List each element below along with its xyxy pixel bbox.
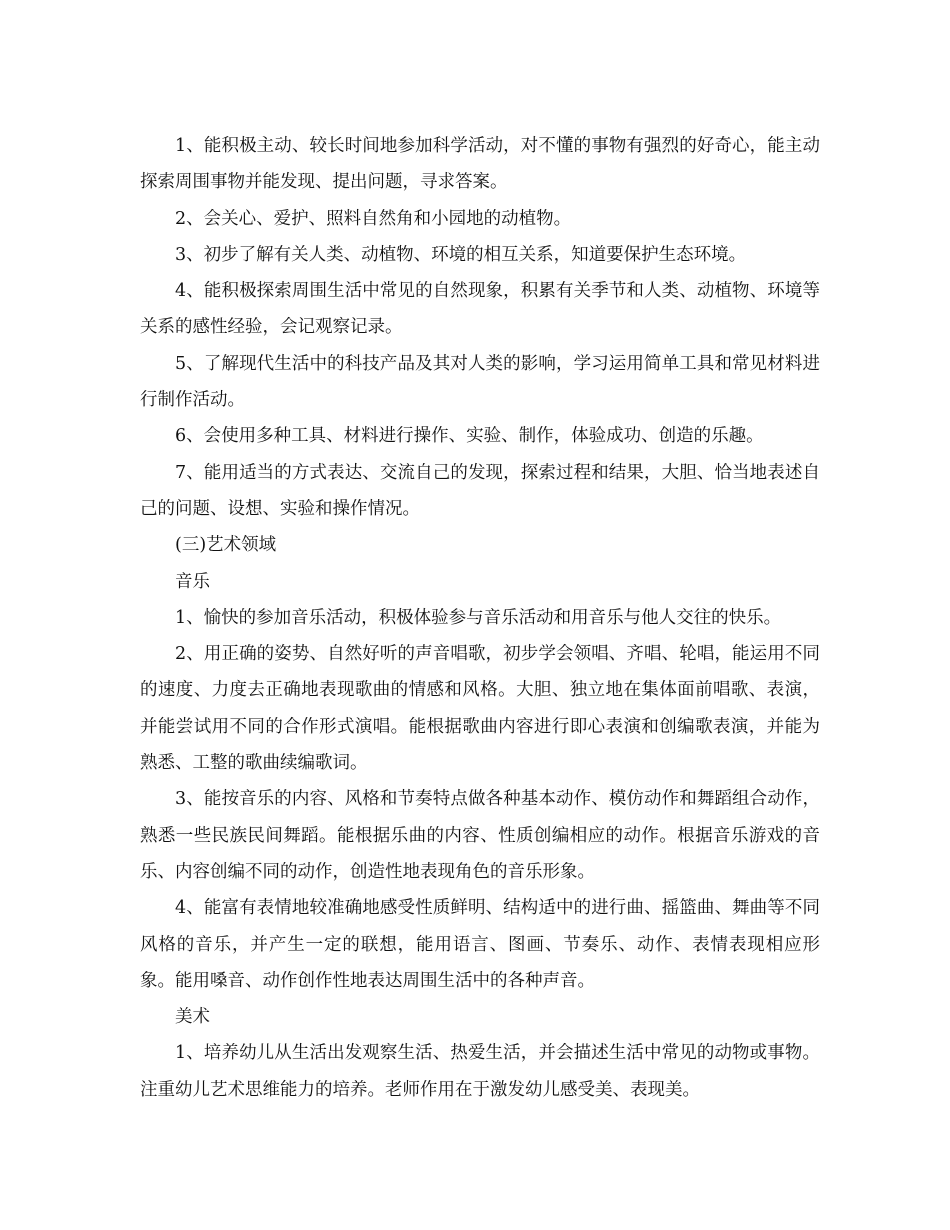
science-goal-3: 3、初步了解有关人类、动植物、环境的相互关系，知道要保护生态环境。 [175, 244, 747, 265]
science-goal-4: 4、能积极探索周围生活中常见的自然现象，积累有关季节和人类、动植物、环境等关系的感性经验，会记观察记录。 [140, 281, 820, 338]
music-goal-4: 4、能富有表情地较准确地感受性质鲜明、结构适中的进行曲、摇篮曲、舞曲等不同风格的音乐，并产生一定的联想，能用语言、图画、节奏乐、动作、表情表现相应形象。能用嗓音、动作创作性地表达周围生活中的各种声音。 [140, 898, 820, 991]
document-body [140, 128, 820, 1108]
science-goal-1: 1、能积极主动、较长时间地参加科学活动，对不懂的事物有强烈的好奇心，能主动探索周围事物并能发现、提出问题，寻求答案。 [140, 136, 820, 193]
science-goal-5: 5、了解现代生活中的科技产品及其对人类的影响，学习运用简单工具和常见材料进行制作活动。 [140, 353, 820, 411]
science-goal-7: 7、能用适当的方式表达、交流自己的发现，探索过程和结果，大胆、恰当地表述自己的问题、设想、实验和操作情况。 [140, 462, 820, 519]
music-goal-2: 2、用正确的姿势、自然好听的声音唱歌，初步学会领唱、齐唱、轮唱，能运用不同的速度、力度去正确地表现歌曲的情感和风格。大胆、独立地在集体面前唱歌、表演，并能尝试用不同的合作形式演唱。能根据歌曲内容进行即心表演和创编歌表演，并能为熟悉、工整的歌曲续编歌词。 [140, 644, 820, 774]
music-goal-3: 3、能按音乐的内容、风格和节奏特点做各种基本动作、模仿动作和舞蹈组合动作，熟悉一些民族民间舞蹈。能根据乐曲的内容、性质创编相应的动作。根据音乐游戏的音乐、内容创编不同的动作，创造性地表现角色的音乐形象。 [140, 789, 820, 882]
subheading-music: 音乐 [175, 571, 210, 592]
music-goal-1: 1、愉快的参加音乐活动，积极体验参与音乐活动和用音乐与他人交往的快乐。 [175, 607, 782, 628]
science-goal-2: 2、会关心、爱护、照料自然角和小园地的动植物。 [175, 208, 572, 229]
subheading-fine-art: 美术 [175, 1007, 210, 1028]
science-goal-6: 6、会使用多种工具、材料进行操作、实验、制作，体验成功、创造的乐趣。 [175, 426, 764, 447]
fine-art-goal-1: 1、培养幼儿从生活出发观察生活、热爱生活，并会描述生活中常见的动物或事物。注重幼儿艺术思维能力的培养。老师作用在于激发幼儿感受美、表现美。 [140, 1043, 820, 1100]
section-heading-art: (三)艺术领域 [175, 535, 277, 556]
